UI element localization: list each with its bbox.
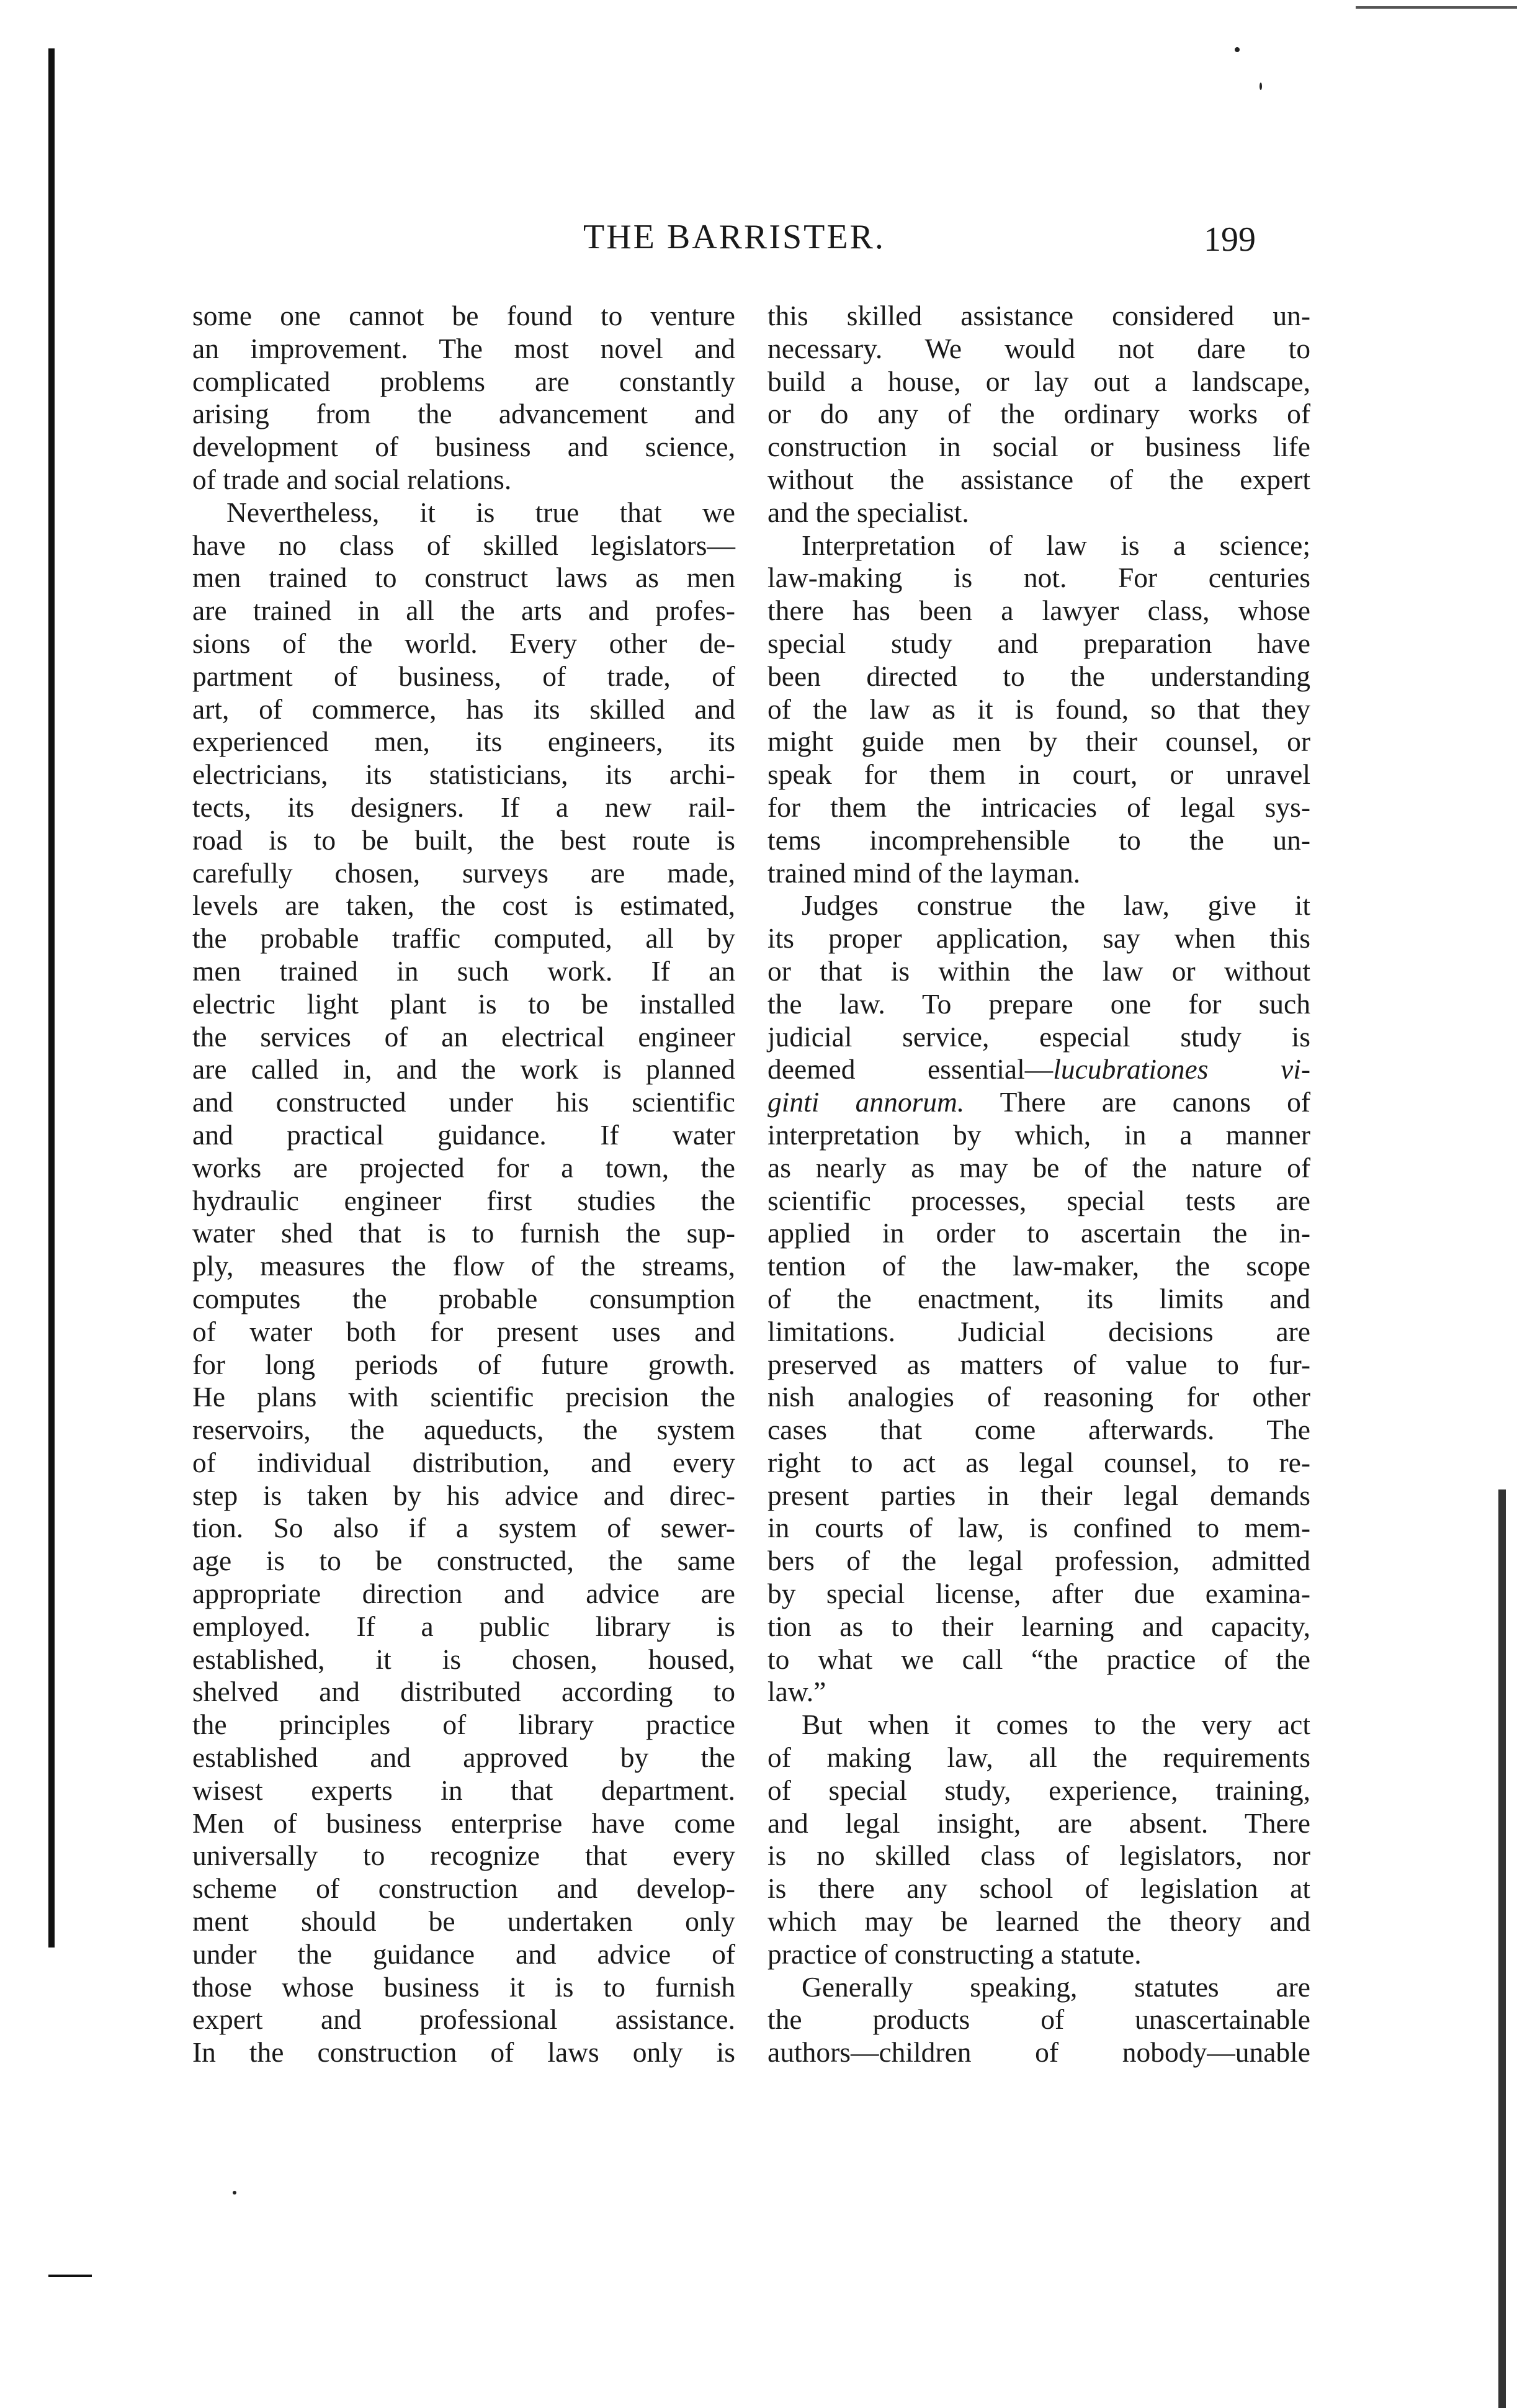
text-line	[192, 1414, 735, 1447]
text-line	[767, 1185, 1310, 1218]
text-line	[767, 1283, 1310, 1316]
text-line	[767, 693, 1310, 726]
text-line-content: Nevertheless, it is true that we	[226, 496, 735, 528]
text-line	[767, 791, 1310, 824]
text-line-content: There are canons of	[964, 1086, 1310, 1118]
text-line-content: law.”	[767, 1676, 826, 1708]
text-line	[192, 955, 735, 988]
text-line	[192, 529, 735, 562]
text-line	[767, 1774, 1310, 1807]
text-line	[192, 726, 735, 758]
text-line-content: or that is within the law or without	[767, 955, 1310, 987]
text-line-content: deemed essential—	[767, 1053, 1054, 1085]
text-line-content: necessary. We would not dare to	[767, 332, 1310, 364]
text-line	[192, 1349, 735, 1381]
text-line	[192, 1250, 735, 1283]
text-line-content: an improvement. The most novel and	[192, 332, 735, 364]
scan-top-right-rule	[1356, 6, 1517, 9]
text-line-content: applied in order to ascertain the in-	[767, 1217, 1310, 1249]
text-line-content: men trained in such work. If an	[192, 955, 735, 987]
text-line-content: levels are taken, the cost is estimated,	[192, 889, 735, 922]
text-line	[767, 1709, 1310, 1741]
text-line	[192, 922, 735, 955]
text-line	[192, 660, 735, 693]
text-line	[192, 398, 735, 431]
text-line	[192, 1611, 735, 1643]
text-line	[767, 2003, 1310, 2036]
text-line	[192, 988, 735, 1021]
text-line-content: construction in social or business life	[767, 431, 1310, 463]
text-line-content: employed. If a public library is	[192, 1610, 735, 1642]
text-line-content: and practical guidance. If water	[192, 1118, 735, 1151]
text-line	[192, 1741, 735, 1774]
text-line-content: art, of commerce, has its skilled and	[192, 693, 735, 725]
text-line-content: law-making is not. For centuries	[767, 562, 1310, 594]
text-line	[192, 1447, 735, 1480]
text-line-content: are called in, and the work is planned	[192, 1053, 735, 1085]
text-line	[192, 333, 735, 366]
text-line-content: there has been a lawyer class, whose	[767, 595, 1310, 627]
latin-phrase: lucubrationes vi-	[1053, 1053, 1310, 1085]
text-line-content: this skilled assistance considered un-	[767, 300, 1310, 331]
text-line	[767, 398, 1310, 431]
text-line	[767, 1578, 1310, 1611]
text-line	[192, 366, 735, 398]
text-line-content: universally to recognize that every	[192, 1840, 735, 1872]
text-line-content: scientific processes, special tests are	[767, 1184, 1310, 1216]
text-line-content: complicated problems are constantly	[192, 365, 735, 397]
text-line	[767, 988, 1310, 1021]
text-line-content: are trained in all the arts and profes-	[192, 595, 735, 627]
text-line-content: ment should be undertaken only	[192, 1905, 735, 1938]
text-line-content: by special license, after due examina-	[767, 1578, 1310, 1610]
text-line-content: shelved and distributed according to	[192, 1676, 735, 1708]
text-line-content: But when it comes to the very act	[802, 1709, 1310, 1741]
text-line-content: hydraulic engineer first studies the	[192, 1184, 735, 1216]
text-line	[767, 1512, 1310, 1545]
text-column-right	[767, 300, 1310, 2069]
text-line	[192, 1709, 735, 1741]
text-line-content: age is to be constructed, the same	[192, 1545, 735, 1577]
text-line-content: have no class of skilled legislators—	[192, 529, 735, 561]
text-line	[192, 1938, 735, 1971]
text-line-content: the products of unascertainable	[767, 2003, 1310, 2036]
text-line-content: those whose business it is to furnish	[192, 1970, 735, 2003]
text-line	[767, 464, 1310, 496]
text-line-content: might guide men by their counsel, or	[767, 726, 1310, 758]
scan-speck	[233, 2191, 236, 2195]
text-line-content: practice of constructing a statute.	[767, 1938, 1142, 1970]
text-line	[767, 1316, 1310, 1349]
text-line	[192, 300, 735, 333]
running-head	[0, 217, 1517, 267]
text-line	[767, 1349, 1310, 1381]
text-line-content: development of business and science,	[192, 431, 735, 463]
text-line-content: computes the probable consumption	[192, 1282, 735, 1314]
text-line	[192, 791, 735, 824]
text-line	[767, 1053, 1310, 1086]
text-line	[192, 627, 735, 660]
text-line-content: of water both for present uses and	[192, 1315, 735, 1347]
text-line-content: and constructed under his scientific	[192, 1086, 735, 1118]
text-line-content: as nearly as may be of the nature of	[767, 1151, 1310, 1184]
text-line	[767, 1381, 1310, 1414]
text-line-content: He plans with scientific precision the	[192, 1381, 735, 1413]
text-line-content: sions of the world. Every other de-	[192, 627, 735, 659]
text-line	[767, 1840, 1310, 1872]
text-column-left	[192, 300, 735, 2069]
text-line-content: road is to be built, the best route is	[192, 824, 735, 856]
text-line	[767, 595, 1310, 627]
text-line-content: of the enactment, its limits and	[767, 1282, 1310, 1314]
text-line	[192, 1119, 735, 1152]
text-line	[767, 1414, 1310, 1447]
text-line	[192, 824, 735, 857]
text-line	[192, 2036, 735, 2069]
text-line	[192, 693, 735, 726]
text-line	[192, 1152, 735, 1185]
text-line-content: of individual distribution, and every	[192, 1446, 735, 1478]
text-line-content: In the construction of laws only is	[192, 2036, 735, 2069]
text-line	[767, 660, 1310, 693]
text-line-content: interpretation by which, in a manner	[767, 1118, 1310, 1151]
text-line-content: right to act as legal counsel, to re-	[767, 1446, 1310, 1478]
text-line	[767, 1741, 1310, 1774]
text-line	[192, 1643, 735, 1676]
text-line-content: tion as to their learning and capacity,	[767, 1610, 1310, 1642]
scan-right-edge	[1498, 1489, 1506, 2408]
text-line	[767, 1250, 1310, 1283]
text-line	[767, 1872, 1310, 1905]
text-line-content: is no skilled class of legislators, nor	[767, 1840, 1310, 1872]
text-line	[192, 1578, 735, 1611]
text-line	[767, 1905, 1310, 1938]
text-line-content: established and approved by the	[192, 1741, 735, 1774]
text-line-content: electric light plant is to be installed	[192, 987, 735, 1020]
text-line	[192, 1185, 735, 1218]
text-line-content: Interpretation of law is a science;	[802, 529, 1310, 561]
text-line-content: some one cannot be found to venture	[192, 300, 735, 331]
text-line	[192, 1217, 735, 1250]
text-line	[192, 1021, 735, 1054]
text-line-content: or do any of the ordinary works of	[767, 398, 1310, 430]
text-line-content: tention of the law-maker, the scope	[767, 1250, 1310, 1282]
text-line	[192, 431, 735, 464]
text-line-content: been directed to the understanding	[767, 660, 1310, 692]
text-line	[767, 1447, 1310, 1480]
text-line	[767, 1086, 1310, 1119]
text-line	[767, 1545, 1310, 1578]
text-line-content: special study and preparation have	[767, 627, 1310, 659]
text-line-content: which may be learned the theory and	[767, 1905, 1310, 1938]
text-line-content: bers of the legal profession, admitted	[767, 1545, 1310, 1577]
page-title: THE BARRISTER.	[583, 218, 885, 256]
text-line	[192, 1676, 735, 1709]
text-line	[767, 1807, 1310, 1840]
text-line-content: established, it is chosen, housed,	[192, 1643, 735, 1675]
text-line-content: authors—children of nobody—unable	[767, 2036, 1310, 2069]
text-line	[192, 2003, 735, 2036]
text-line	[767, 300, 1310, 333]
text-line	[192, 595, 735, 627]
text-line	[192, 1545, 735, 1578]
text-line	[767, 1152, 1310, 1185]
text-line-content: carefully chosen, surveys are made,	[192, 856, 735, 889]
text-line	[767, 1217, 1310, 1250]
text-line-content: water shed that is to furnish the sup-	[192, 1217, 735, 1249]
text-line	[767, 824, 1310, 857]
scan-bottom-left-mark	[48, 2275, 92, 2277]
text-line-content: and the specialist.	[767, 496, 969, 528]
text-line-content: limitations. Judicial decisions are	[767, 1315, 1310, 1347]
text-line	[767, 758, 1310, 791]
text-line	[767, 1971, 1310, 2004]
text-line	[192, 1053, 735, 1086]
text-line-content: nish analogies of reasoning for other	[767, 1381, 1310, 1413]
text-line	[192, 1774, 735, 1807]
text-line	[192, 758, 735, 791]
text-line	[767, 562, 1310, 595]
text-line-content: is there any school of legislation at	[767, 1872, 1310, 1905]
text-line-content: ply, measures the flow of the streams,	[192, 1250, 735, 1282]
text-line	[767, 1021, 1310, 1054]
text-line-content: men trained to construct laws as men	[192, 562, 735, 594]
text-line-content: trained mind of the layman.	[767, 856, 1081, 889]
text-line-content: of trade and social relations.	[192, 463, 512, 495]
text-line-content: appropriate direction and advice are	[192, 1578, 735, 1610]
text-line	[192, 1840, 735, 1872]
text-line-content: judicial service, especial study is	[767, 1020, 1310, 1053]
scan-speck	[1235, 47, 1240, 52]
text-line	[192, 1316, 735, 1349]
text-line	[767, 1480, 1310, 1512]
text-line-content: for them the intricacies of legal sys-	[767, 791, 1310, 823]
text-line	[192, 1905, 735, 1938]
text-line-content: preserved as matters of value to fur-	[767, 1348, 1310, 1380]
text-line-content: tems incomprehensible to the un-	[767, 824, 1310, 856]
text-line-content: reservoirs, the aqueducts, the system	[192, 1414, 735, 1446]
text-line-content: the probable traffic computed, all by	[192, 922, 735, 955]
text-line	[767, 726, 1310, 758]
text-line-content: step is taken by his advice and direc-	[192, 1479, 735, 1511]
text-line-content: the principles of library practice	[192, 1709, 735, 1741]
text-line	[767, 955, 1310, 988]
text-line	[192, 464, 735, 496]
text-line-content: Generally speaking, statutes are	[802, 1970, 1310, 2003]
text-line-content: present parties in their legal demands	[767, 1479, 1310, 1511]
text-line	[767, 857, 1310, 890]
text-line-content: scheme of construction and develop-	[192, 1872, 735, 1905]
text-line-content: tects, its designers. If a new rail-	[192, 791, 735, 823]
text-line-content: and legal insight, are absent. There	[767, 1807, 1310, 1839]
text-line-content: partment of business, of trade, of	[192, 660, 735, 692]
text-line	[767, 2036, 1310, 2069]
text-line	[192, 1283, 735, 1316]
text-line	[767, 1938, 1310, 1971]
scan-speck	[1260, 83, 1262, 90]
text-line	[192, 1872, 735, 1905]
text-line	[767, 431, 1310, 464]
text-line	[192, 1086, 735, 1119]
text-line-content: to what we call “the practice of the	[767, 1643, 1310, 1675]
text-line	[192, 1480, 735, 1512]
text-line	[192, 1381, 735, 1414]
text-line	[192, 1971, 735, 2004]
text-line-content: for long periods of future growth.	[192, 1348, 735, 1380]
text-line	[192, 889, 735, 922]
latin-phrase: ginti annorum.	[767, 1086, 965, 1118]
text-line-content: Men of business enterprise have come	[192, 1807, 735, 1839]
text-line	[192, 857, 735, 890]
text-line-content: wisest experts in that department.	[192, 1774, 735, 1806]
text-line-content: the services of an electrical engineer	[192, 1020, 735, 1053]
text-line	[767, 366, 1310, 398]
text-line	[767, 496, 1310, 529]
text-line	[767, 333, 1310, 366]
text-line-content: cases that come afterwards. The	[767, 1414, 1310, 1446]
text-line	[767, 529, 1310, 562]
text-line	[192, 562, 735, 595]
scan-left-edge	[48, 48, 55, 1948]
text-line-content: the law. To prepare one for such	[767, 987, 1310, 1020]
text-line-content: under the guidance and advice of	[192, 1938, 735, 1970]
text-line	[767, 1676, 1310, 1709]
text-line-content: its proper application, say when this	[767, 922, 1310, 955]
text-line-content: Judges construe the law, give it	[802, 889, 1310, 922]
text-line-content: arising from the advancement and	[192, 398, 735, 430]
text-line-content: in courts of law, is confined to mem-	[767, 1512, 1310, 1544]
text-line-content: experienced men, its engineers, its	[192, 726, 735, 758]
text-line-content: of making law, all the requirements	[767, 1741, 1310, 1774]
text-line-content: of special study, experience, training,	[767, 1774, 1310, 1806]
text-line-content: without the assistance of the expert	[767, 463, 1310, 495]
text-line	[767, 922, 1310, 955]
text-line-content: works are projected for a town, the	[192, 1151, 735, 1184]
text-line	[767, 1611, 1310, 1643]
text-line-content: build a house, or lay out a landscape,	[767, 365, 1310, 397]
page-number: 199	[1204, 220, 1256, 259]
text-line-content: tion. So also if a system of sewer-	[192, 1512, 735, 1544]
text-line	[192, 496, 735, 529]
text-line	[192, 1512, 735, 1545]
text-line-content: electricians, its statisticians, its archi-	[192, 758, 735, 791]
text-line	[767, 1119, 1310, 1152]
text-line	[767, 889, 1310, 922]
text-line	[767, 1643, 1310, 1676]
text-line-content: speak for them in court, or unravel	[767, 758, 1310, 791]
text-line-content: of the law as it is found, so that they	[767, 693, 1310, 725]
text-line	[767, 627, 1310, 660]
text-line	[192, 1807, 735, 1840]
text-line-content: expert and professional assistance.	[192, 2003, 735, 2036]
